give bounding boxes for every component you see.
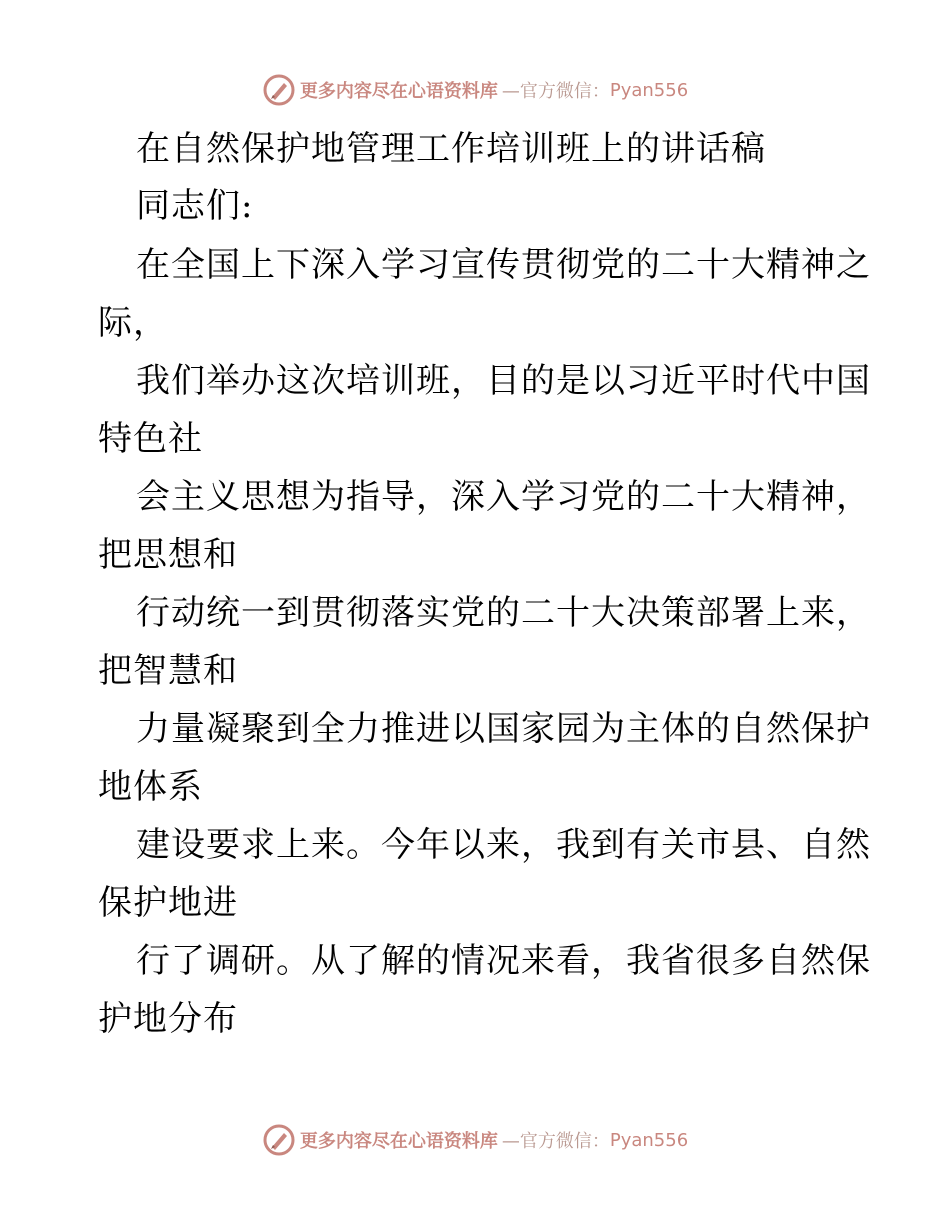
banner-wechat-label: —官方微信： <box>501 1131 610 1152</box>
banner-site-name: 更多内容尽在心语资料库 <box>299 1131 498 1152</box>
greeting: 同志们: <box>136 186 254 226</box>
paragraph-line: 行了调研。从了解的情况来看，我省很多自然保 <box>136 941 871 981</box>
paragraph-line: 把智慧和 <box>98 651 238 691</box>
banner-wechat-id: Pyan556 <box>609 79 689 101</box>
paragraph-line: 际， <box>98 303 168 343</box>
paragraph-line: 我们举办这次培训班，目的是以习近平时代中国 <box>136 361 871 401</box>
document-title: 在自然保护地管理工作培训班上的讲话稿 <box>136 129 766 169</box>
banner-wechat-label: —官方微信： <box>501 81 610 102</box>
paragraph-line: 行动统一到贯彻落实党的二十大决策部署上来， <box>136 593 871 633</box>
paragraph-line: 会主义思想为指导，深入学习党的二十大精神， <box>136 477 871 517</box>
paragraph-line: 建设要求上来。今年以来，我到有关市县、自然 <box>136 825 871 865</box>
header-banner <box>0 70 950 110</box>
banner-site-name: 更多内容尽在心语资料库 <box>299 81 498 102</box>
banner-wechat-id: Pyan556 <box>609 1129 689 1151</box>
paragraph-line: 在全国上下深入学习宣传贯彻党的二十大精神之 <box>136 245 871 285</box>
paragraph-line: 力量凝聚到全力推进以国家园为主体的自然保护 <box>136 709 871 749</box>
paragraph-line: 地体系 <box>98 767 203 807</box>
pen-logo-icon <box>262 73 296 107</box>
pen-logo-icon <box>262 1123 296 1157</box>
paragraph-line: 保护地进 <box>98 883 238 923</box>
paragraph-line: 把思想和 <box>98 535 238 575</box>
paragraph-line: 护地分布 <box>98 999 238 1039</box>
footer-banner <box>0 1120 950 1160</box>
paragraph-line: 特色社 <box>98 419 203 459</box>
